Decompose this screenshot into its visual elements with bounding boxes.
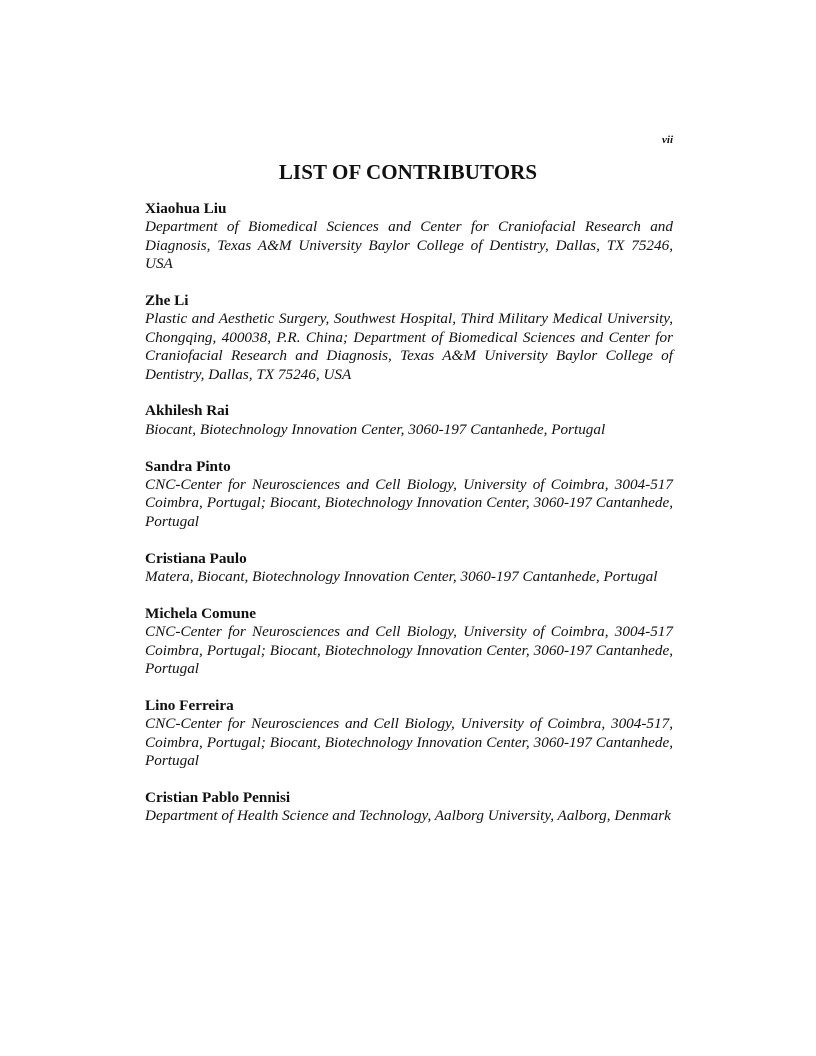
contributor-entry: [145, 550, 673, 587]
page-number: vii: [662, 134, 673, 146]
contributor-affiliation: CNC-Center for Neurosciences and Cell Biology, University of Coimbra, 3004-517, Coimbra, Portugal; Biocant, Biotechnology Innovation Center, 3060-197 Cantanhede, Portugal: [145, 715, 673, 770]
contributor-entry: [145, 458, 673, 532]
contributor-entry: [145, 292, 673, 384]
contributor-name: Cristiana Paulo: [145, 549, 247, 567]
contributor-affiliation: Biocant, Biotechnology Innovation Center, 3060-197 Cantanhede, Portugal: [145, 420, 606, 438]
contributor-name: Zhe Li: [145, 292, 189, 310]
contributor-name: Cristian Pablo Pennisi: [145, 788, 291, 806]
contributor-name: Akhilesh Rai: [145, 402, 229, 420]
contributor-affiliation: Matera, Biocant, Biotechnology Innovation Center, 3060-197 Cantanhede, Portugal: [145, 568, 658, 586]
contributor-name: Sandra Pinto: [145, 457, 231, 475]
contributor-name: Xiaohua Liu: [145, 200, 227, 217]
page-title: LIST OF CONTRIBUTORS: [278, 160, 538, 184]
contributor-affiliation: CNC-Center for Neurosciences and Cell Biology, University of Coimbra, 3004-517 Coimbra, Portugal; Biocant, Biotechnology Innovation Center, 3060-197 Cantanhede, Portugal: [145, 623, 673, 678]
contributor-entry: [145, 605, 673, 679]
contributor-affiliation: Plastic and Aesthetic Surgery, Southwest Hospital, Third Military Medical University, Chongqing, 400038, P.R. China; Department of Biomedical Sciences and Center for Craniofacial Research and Diagnosis, Texas A&M University Baylor College of Dentistry, Dallas, TX 75246, USA: [145, 310, 673, 383]
contributor-entry: [145, 789, 673, 826]
contributor-affiliation: Department of Health Science and Technology, Aalborg University, Aalborg, Denmark: [145, 807, 671, 825]
contributor-entry: [145, 697, 673, 771]
contributor-name: Lino Ferreira: [145, 696, 234, 714]
contributor-entry: [145, 200, 673, 274]
contributor-affiliation: CNC-Center for Neurosciences and Cell Biology, University of Coimbra, 3004-517 Coimbra, Portugal; Biocant, Biotechnology Innovation Center, 3060-197 Cantanhede, Portugal: [145, 476, 673, 530]
contributor-entry: [145, 402, 673, 439]
contributor-name: Michela Comune: [145, 604, 256, 622]
contributors-list: [145, 200, 673, 844]
contributor-affiliation: Department of Biomedical Sciences and Center for Craniofacial Research and Diagnosis, Texas A&M University Baylor College of Dentistry, Dallas, TX 75246, USA: [145, 218, 673, 273]
